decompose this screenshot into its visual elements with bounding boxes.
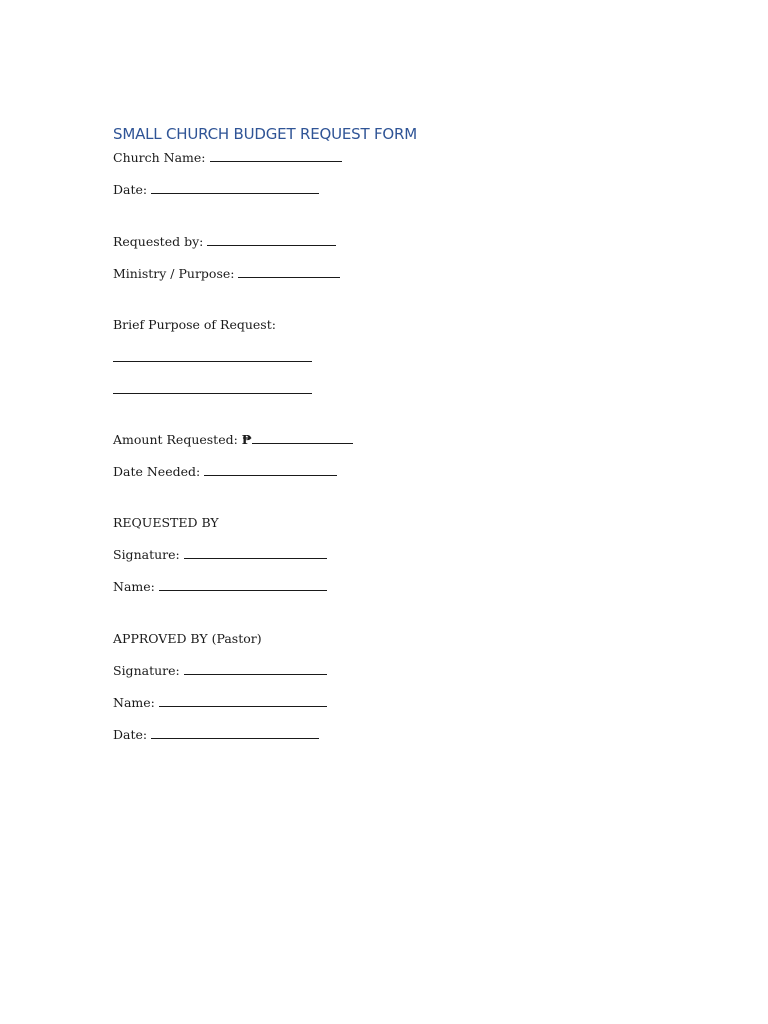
brief-purpose-label: Brief Purpose of Request: xyxy=(113,317,276,332)
form-title: SMALL CHURCH BUDGET REQUEST FORM xyxy=(113,125,418,143)
ministry-blank[interactable] xyxy=(238,266,340,278)
date-needed-label: Date Needed: xyxy=(113,464,201,479)
approval-date-row xyxy=(113,727,319,743)
pastor-name-blank[interactable] xyxy=(159,695,327,707)
ministry-label: Ministry / Purpose: xyxy=(113,266,235,281)
church-name-row xyxy=(113,150,342,166)
amount-row xyxy=(113,432,353,448)
requester-name-label: Name: xyxy=(113,579,155,594)
approval-date-blank[interactable] xyxy=(151,727,319,739)
approval-date-label: Date: xyxy=(113,727,148,742)
brief-purpose-line-2 xyxy=(113,382,312,398)
brief-purpose-line-1 xyxy=(113,350,312,366)
church-name-blank[interactable] xyxy=(210,150,342,162)
requester-signature-blank[interactable] xyxy=(184,547,327,559)
date-blank[interactable] xyxy=(151,182,319,194)
date-needed-blank[interactable] xyxy=(204,464,337,476)
requested-by-label: Requested by: xyxy=(113,234,204,249)
pastor-name-label: Name: xyxy=(113,695,155,710)
requested-by-row xyxy=(113,234,336,250)
pastor-signature-label: Signature: xyxy=(113,663,180,678)
brief-purpose-row xyxy=(113,317,276,333)
pastor-signature-blank[interactable] xyxy=(184,663,327,675)
ministry-row xyxy=(113,266,340,282)
requester-signature-label: Signature: xyxy=(113,547,180,562)
amount-label: Amount Requested: xyxy=(113,432,238,447)
requester-name-blank[interactable] xyxy=(159,579,327,591)
date-label: Date: xyxy=(113,182,148,197)
date-needed-row xyxy=(113,464,337,480)
approved-by-heading: APPROVED BY (Pastor) xyxy=(113,631,262,646)
pastor-name-row xyxy=(113,695,327,711)
pastor-signature-row xyxy=(113,663,327,679)
brief-purpose-blank-2[interactable] xyxy=(113,382,312,394)
date-row xyxy=(113,182,319,198)
requester-name-row xyxy=(113,579,327,595)
church-name-label: Church Name: xyxy=(113,150,206,165)
brief-purpose-blank-1[interactable] xyxy=(113,350,312,362)
amount-blank[interactable] xyxy=(252,432,353,444)
peso-sign: ₱ xyxy=(241,432,252,447)
requested-by-blank[interactable] xyxy=(207,234,336,246)
requester-signature-row xyxy=(113,547,327,563)
requested-by-heading: REQUESTED BY xyxy=(113,515,219,530)
